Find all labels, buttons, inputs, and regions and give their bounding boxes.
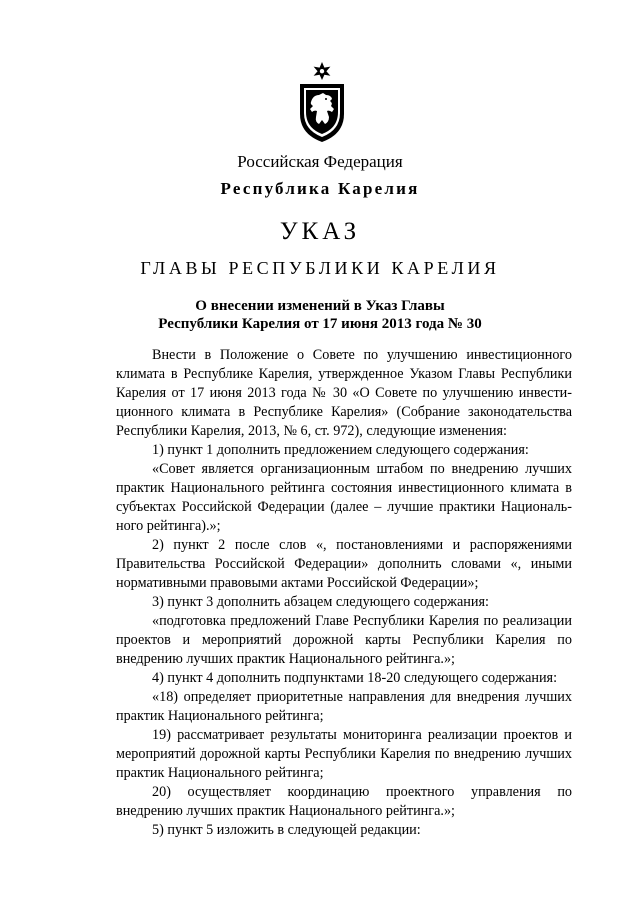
paragraph: 2) пункт 2 после слов «, постановлениями и распоряжениями Правительства Российской Федерации» дополнить словами «, иными нормативными правовыми актами Российской Федерации»; bbox=[116, 537, 572, 591]
paragraph: «подготовка предложений Главе Республики Карелия по реализации проектов и мероприятий дорожной карты Республики Карелия по внедрению лучших практик Национального рейтинга.»; bbox=[116, 613, 572, 667]
decree-subject bbox=[0, 297, 640, 333]
paragraph: 20) осуществляет координацию проектного управления по внедрению лучших практик Национального рейтинга.»; bbox=[116, 784, 572, 819]
paragraph: Внести в Положение о Совете по улучшению инвестиционного климата в Республике Карелия, утвержденное Указом Главы Республики Карелия от 17 июня 2013 года № 30 «О Совете по улучшению инвестиционного климата в Республике Карелия» (Собрание законодательства Республики Карелия, 2013, № 6, ст. 972), следующие изменения: bbox=[116, 347, 572, 439]
paragraph: «Совет является организационным штабом по внедрению лучших практик Национального рейтинга состояния инвестиционного климата в субъектах Российской Федерации (далее – лучшие практики Национального рейтинга).»; bbox=[116, 461, 572, 534]
paragraph: 4) пункт 4 дополнить подпунктами 18-20 следующего содержания: bbox=[152, 670, 558, 686]
paragraph: «18) определяет приоритетные направления для внедрения лучших практик Национального рейтинга; bbox=[116, 689, 572, 724]
document-type: УКАЗ bbox=[279, 218, 361, 245]
paragraph: 1) пункт 1 дополнить предложением следующего содержания: bbox=[152, 442, 529, 458]
decree-body bbox=[116, 346, 572, 840]
republic-name: Республика Карелия bbox=[220, 179, 420, 198]
issuer-title: ГЛАВЫ РЕСПУБЛИКИ КАРЕЛИЯ bbox=[140, 258, 500, 278]
karelia-coat-of-arms-icon bbox=[296, 62, 348, 144]
subject-line-2: Республики Карелия от 17 июня 2013 года № 30 bbox=[158, 316, 482, 332]
country-name: Российская Федерация bbox=[237, 152, 403, 171]
subject-line-1: О внесении изменений в Указ Главы bbox=[195, 298, 445, 314]
paragraph: 3) пункт 3 дополнить абзацем следующего содержания: bbox=[152, 594, 489, 610]
paragraph: 19) рассматривает результаты мониторинга реализации проектов и мероприятий дорожной карты Республики Карелия по внедрению лучших практик Национального рейтинга; bbox=[116, 727, 572, 781]
paragraph: 5) пункт 5 изложить в следующей редакции: bbox=[152, 822, 421, 838]
